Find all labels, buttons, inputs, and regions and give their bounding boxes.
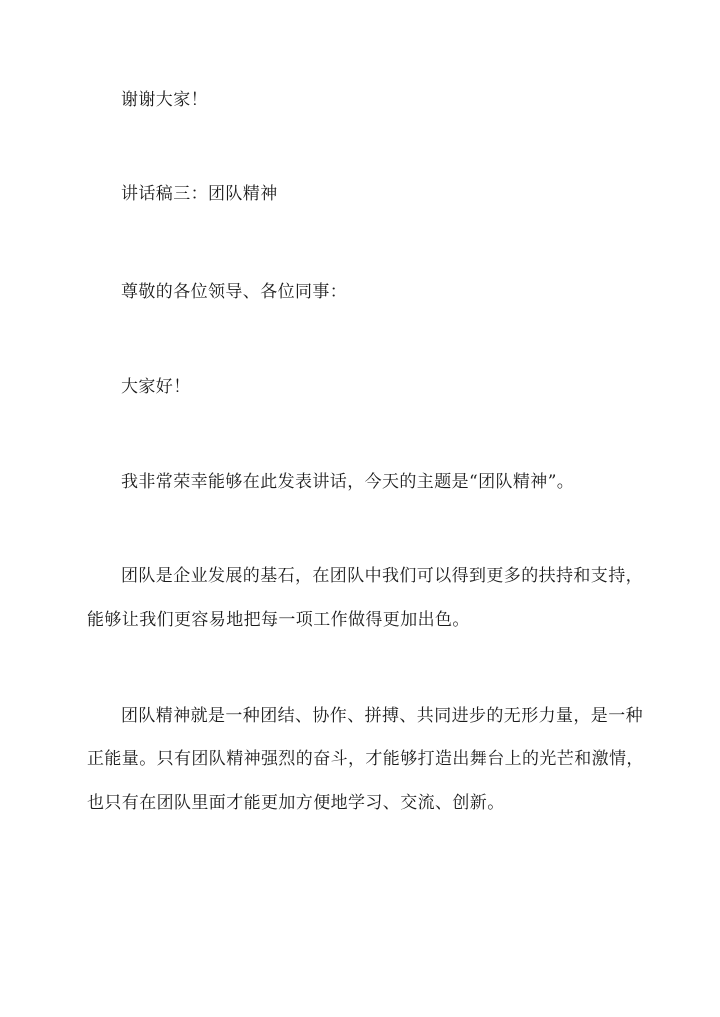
salutation: 尊敬的各位领导、各位同事： — [121, 282, 348, 302]
paragraph-spirit-line-2: 正能量。只有团队精神强烈的奋斗，才能够打造出舞台上的光芒和激情， — [87, 749, 644, 769]
paragraph-intro: 我非常荣幸能够在此发表讲话，今天的主题是“团队精神”。 — [121, 472, 575, 492]
speech-title: 讲话稿三：团队精神 — [121, 184, 278, 204]
paragraph-team-line-1: 团队是企业发展的基石，在团队中我们可以得到更多的扶持和支持， — [121, 566, 643, 586]
paragraph-spirit-line-1: 团队精神就是一种团结、协作、拼搏、共同进步的无形力量，是一种 — [121, 706, 643, 726]
closing-line: 谢谢大家！ — [121, 90, 208, 110]
paragraph-spirit-line-3: 也只有在团队里面才能更加方便地学习、交流、创新。 — [87, 793, 505, 813]
greeting: 大家好！ — [121, 377, 191, 397]
paragraph-team-line-2: 能够让我们更容易地把每一项工作做得更加出色。 — [87, 610, 470, 630]
